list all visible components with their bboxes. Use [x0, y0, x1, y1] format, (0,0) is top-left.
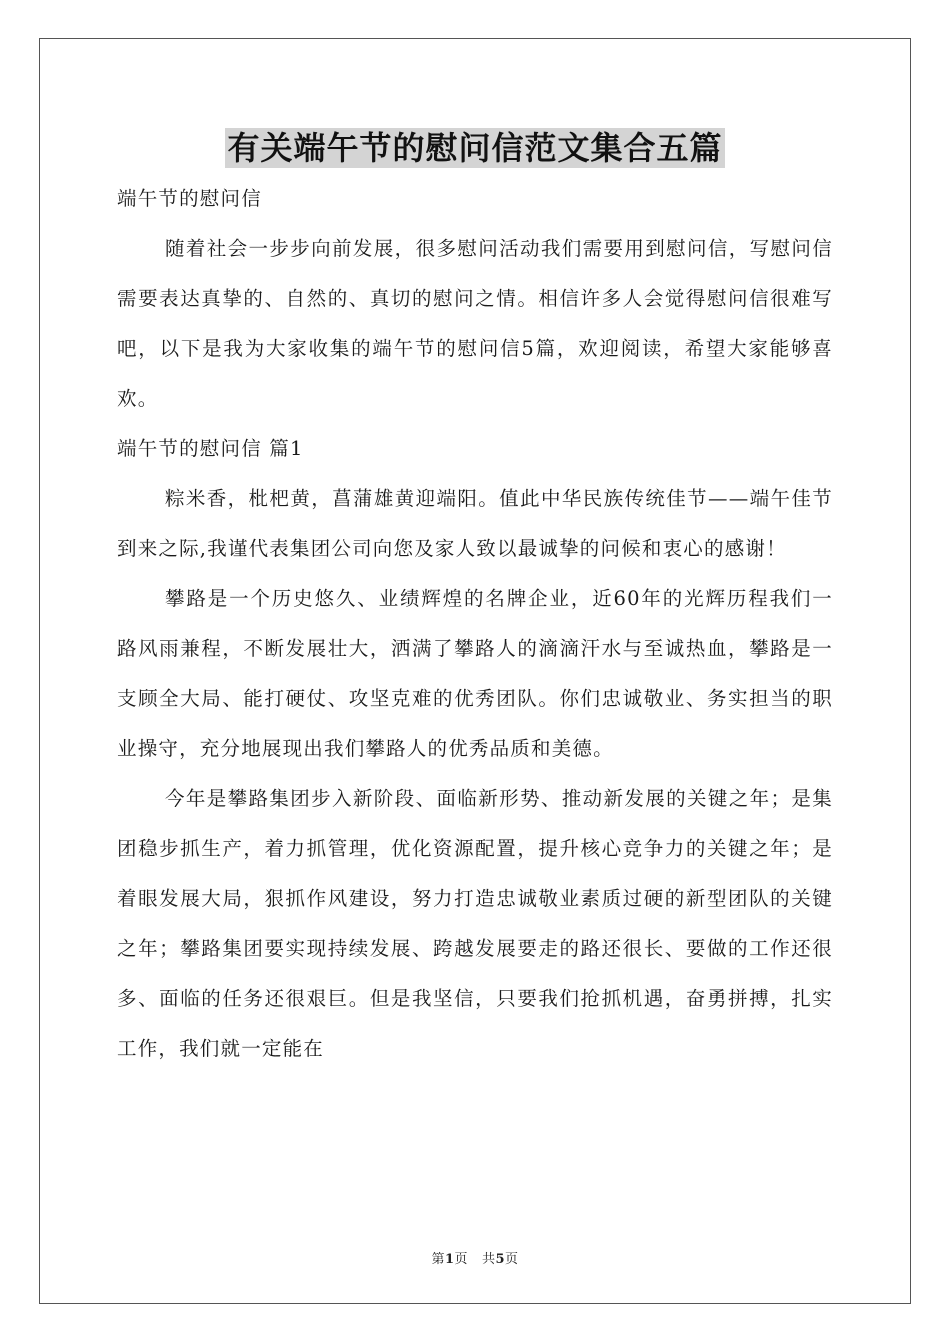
- document-title: 有关端午节的慰问信范文集合五篇: [227, 129, 723, 167]
- body-paragraph: 粽米香，枇杷黄，菖蒲雄黄迎端阳。值此中华民族传统佳节——端午佳节到来之际,我谨代表集团公司向您及家人致以最诚挚的问候和衷心的感谢！: [117, 487, 833, 560]
- page-prefix: 第: [431, 1252, 445, 1267]
- body-paragraph: 今年是攀路集团步入新阶段、面临新形势、推动新发展的关键之年；是集团稳步抓生产，着力抓管理，优化资源配置，提升核心竞争力的关键之年；是着眼发展大局，狠抓作风建设，努力打造忠诚敬业素质过硬的新型团队的关键之年；攀路集团要实现持续发展、跨越发展要走的路还很长、要做的工作还很多、面临的任务还很艰巨。但是我坚信，只要我们抢抓机遇，奋勇拼搏，扎实工作，我们就一定能在: [117, 787, 833, 1060]
- intro-paragraph: 随着社会一步步向前发展，很多慰问活动我们需要用到慰问信，写慰问信需要表达真挚的、自然的、真切的慰问之情。相信许多人会觉得慰问信很难写吧，以下是我为大家收集的端午节的慰问信5篇，欢迎阅读，希望大家能够喜欢。: [117, 237, 833, 410]
- page-footer: [0, 1248, 950, 1267]
- total-suffix: 页: [505, 1252, 519, 1267]
- document-subtitle: 端午节的慰问信: [117, 187, 262, 210]
- total-prefix: 共: [481, 1252, 496, 1267]
- page-suffix: 页: [454, 1252, 469, 1267]
- title-container: [0, 128, 950, 168]
- document-body: [117, 174, 833, 1074]
- section-heading: 端午节的慰问信 篇1: [117, 437, 304, 460]
- total-pages: 5: [495, 1252, 506, 1267]
- body-paragraph: 攀路是一个历史悠久、业绩辉煌的名牌企业，近60年的光辉历程我们一路风雨兼程，不断发展壮大，洒满了攀路人的滴滴汗水与至诚热血，攀路是一支顾全大局、能打硬仗、攻坚克难的优秀团队。你们忠诚敬业、务实担当的职业操守，充分地展现出我们攀路人的优秀品质和美德。: [117, 587, 833, 760]
- page-number: 1: [444, 1252, 455, 1267]
